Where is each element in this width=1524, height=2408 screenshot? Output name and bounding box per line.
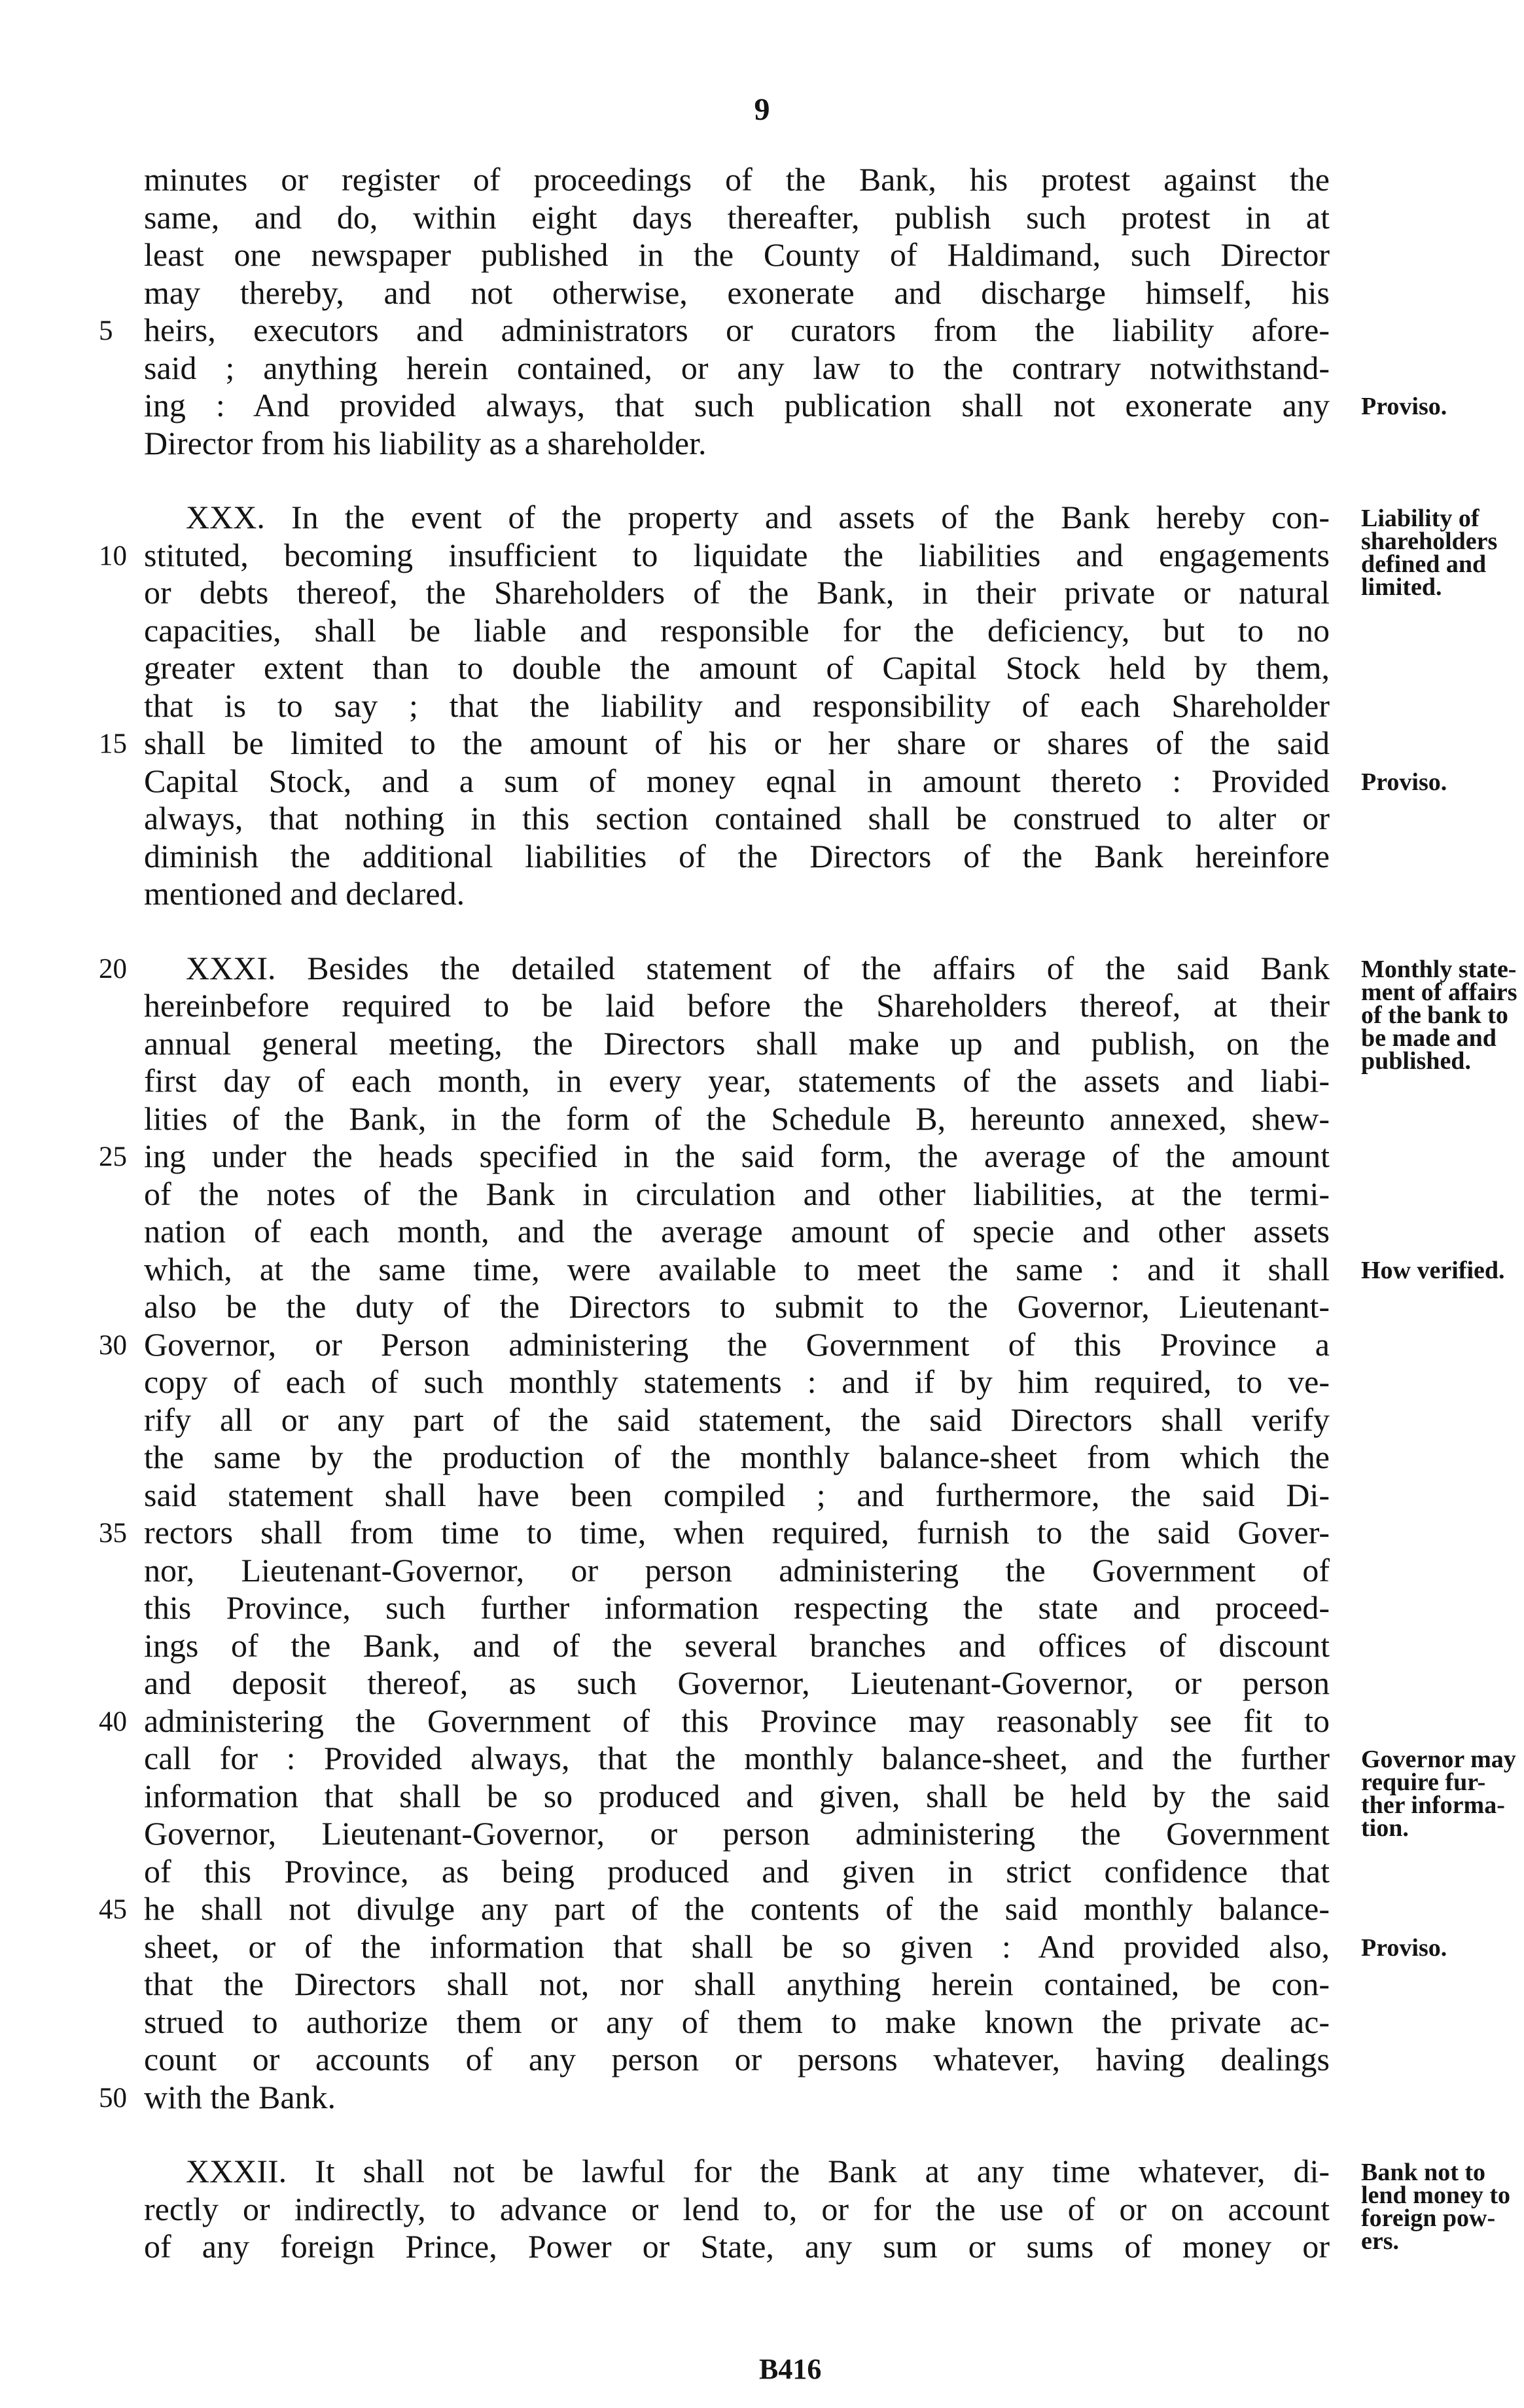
- line-text: lities of the Bank, in the form of the Schedule B, hereunto annexed, shew-: [144, 1100, 1330, 1137]
- line-text: Governor, or Person administering the Government of this Province a: [144, 1325, 1330, 1363]
- line-text: this Province, such further information respecting the state and proceed-: [144, 1589, 1330, 1626]
- text-line: [99, 1476, 1524, 1514]
- text-line: [99, 1438, 1524, 1476]
- line-number: 25: [99, 1141, 127, 1172]
- line-number: 40: [99, 1706, 127, 1737]
- text-line: [99, 687, 1524, 725]
- text-line: [99, 1363, 1524, 1401]
- margin-note-line: ers.: [1361, 2227, 1400, 2255]
- line-text: Capital Stock, and a sum of money eqnal in amount thereto : Provided: [144, 762, 1330, 799]
- margin-note: [1361, 507, 1497, 599]
- line-text: heirs, executors and administrators or curators from the liability afore-: [144, 312, 1330, 348]
- margin-note-line: be made and: [1361, 1024, 1497, 1052]
- line-text: count or accounts of any person or persons whatever, having dealings: [144, 2041, 1330, 2077]
- margin-note-line: Proviso.: [1361, 393, 1447, 420]
- signature-mark: B416: [759, 2353, 822, 2385]
- line-text: ings of the Bank, and of the several branches and offices of discount: [144, 1626, 1330, 1664]
- line-text: and deposit thereof, as such Governor, Lieutenant-Governor, or person: [144, 1664, 1330, 1701]
- line-text: call for : Provided always, that the monthly balance-sheet, and the further: [144, 1740, 1330, 1776]
- text-line: [99, 1814, 1524, 1852]
- line-text: shall be limited to the amount of his or her share or shares of the said: [144, 725, 1330, 761]
- line-text: strued to authorize them or any of them to make known the private ac-: [144, 2003, 1330, 2040]
- text-line: [99, 573, 1524, 611]
- paragraph-gap: [99, 2115, 1524, 2152]
- line-text: same, and do, within eight days thereafter, publish such protest in at: [144, 198, 1330, 236]
- text-line: [99, 311, 1524, 349]
- line-number: 50: [99, 2082, 127, 2113]
- line-text: that is to say ; that the liability and responsibility of each Shareholder: [144, 687, 1330, 724]
- text-line: [99, 1664, 1524, 1702]
- text-line: [99, 2078, 1524, 2116]
- line-text: XXX. In the event of the property and assets of the Bank hereby con-: [186, 499, 1330, 535]
- line-number: 45: [99, 1894, 127, 1925]
- margin-note: [1361, 395, 1447, 418]
- text-line: [99, 799, 1524, 837]
- line-text: hereinbefore required to be laid before the Shareholders thereof, at their: [144, 987, 1330, 1024]
- text-line: [99, 949, 1524, 987]
- line-text: of any foreign Prince, Power or State, any sum or sums of money or: [144, 2228, 1330, 2265]
- margin-note-line: foreign pow-: [1361, 2204, 1496, 2232]
- line-number: 35: [99, 1518, 127, 1549]
- margin-note-line: Liability of: [1361, 505, 1480, 532]
- margin-note: [1361, 1748, 1516, 1840]
- text-line: [99, 1062, 1524, 1100]
- margin-note-line: lend money to: [1361, 2182, 1510, 2209]
- line-text: said ; anything herein contained, or any law to the contrary notwithstand-: [144, 349, 1330, 386]
- line-text: information that shall be so produced and given, shall be held by the said: [144, 1777, 1330, 1814]
- margin-note-line: Governor may: [1361, 1746, 1516, 1773]
- line-text: with the Bank.: [144, 2078, 336, 2115]
- text-line: [99, 874, 1524, 912]
- margin-note-line: ther informa-: [1361, 1791, 1505, 1819]
- text-line: [99, 2040, 1524, 2078]
- text-line: [99, 1137, 1524, 1175]
- text-line: [99, 2152, 1524, 2190]
- body-text: [99, 160, 1524, 2265]
- margin-note: [1361, 768, 1447, 796]
- line-text: always, that nothing in this section contained shall be construed to alter or: [144, 800, 1330, 836]
- line-text: ing : And provided always, that such publication shall not exonerate any: [144, 387, 1330, 423]
- text-line: [99, 2003, 1524, 2041]
- text-line: [99, 1589, 1524, 1626]
- line-text: of the notes of the Bank in circulation and other liabilities, at the termi-: [144, 1175, 1330, 1212]
- text-line: [99, 498, 1524, 536]
- text-line: [99, 1965, 1524, 2003]
- line-number: 5: [99, 315, 113, 346]
- margin-note: [1361, 2161, 1510, 2253]
- line-text: he shall not divulge any part of the contents of the said monthly balance-: [144, 1890, 1330, 1927]
- margin-note-line: Bank not to: [1361, 2159, 1486, 2186]
- line-text: may thereby, and not otherwise, exonerate and discharge himself, his: [144, 274, 1330, 311]
- margin-note: [1361, 1259, 1505, 1282]
- line-text: diminish the additional liabilities of the Directors of the Bank hereinfore: [144, 837, 1330, 874]
- text-line: [99, 2190, 1524, 2232]
- line-text: nor, Lieutenant-Governor, or person administering the Government of: [144, 1551, 1330, 1589]
- line-text: stituted, becoming insufficient to liquidate the liabilities and engagements: [144, 536, 1330, 573]
- line-text: also be the duty of the Directors to submit to the Governor, Lieutenant-: [144, 1288, 1330, 1325]
- text-line: [99, 1175, 1524, 1213]
- margin-note-line: How verified.: [1361, 1257, 1505, 1284]
- margin-note-line: ment of affairs: [1361, 979, 1517, 1006]
- text-line: [99, 1852, 1524, 1890]
- text-line: [99, 386, 1524, 424]
- line-text: copy of each of such monthly statements : and if by him required, to ve-: [144, 1363, 1330, 1400]
- text-line: [99, 1702, 1524, 1740]
- margin-note-line: defined and: [1361, 550, 1487, 578]
- line-text: sheet, or of the information that shall be so given : And provided also,: [144, 1928, 1330, 1965]
- text-line: [99, 1024, 1524, 1062]
- line-text: Director from his liability as a shareholder.: [144, 424, 707, 461]
- line-text: rify all or any part of the said statement, the said Directors shall verify: [144, 1401, 1330, 1438]
- paragraph-gap: [99, 912, 1524, 949]
- line-text: XXXII. It shall not be lawful for the Bank at any time whatever, di-: [186, 2153, 1330, 2189]
- text-line: [99, 1212, 1524, 1250]
- page-number: 9: [754, 92, 770, 127]
- text-line: [99, 1287, 1524, 1325]
- text-line: [99, 349, 1524, 387]
- line-number: 15: [99, 728, 127, 759]
- text-line: [99, 274, 1524, 312]
- line-text: minutes or register of proceedings of the Bank, his protest against the: [144, 161, 1330, 198]
- margin-note: [1361, 958, 1517, 1073]
- text-line: [99, 1100, 1524, 1138]
- margin-note-line: require fur-: [1361, 1769, 1486, 1796]
- margin-note-line: shareholders: [1361, 528, 1498, 555]
- margin-note-line: tion.: [1361, 1814, 1409, 1842]
- text-line: [99, 1626, 1524, 1664]
- text-line: [99, 2227, 1524, 2265]
- text-line: [99, 1551, 1524, 1589]
- margin-note-line: limited.: [1361, 573, 1442, 601]
- text-line: [99, 611, 1524, 649]
- text-line: [99, 1401, 1524, 1439]
- text-line: [99, 1777, 1524, 1819]
- line-text: the same by the production of the monthly balance-sheet from which the: [144, 1439, 1330, 1475]
- line-text: first day of each month, in every year, statements of the assets and liabi-: [144, 1062, 1330, 1099]
- text-line: [99, 536, 1524, 578]
- line-text: mentioned and declared.: [144, 875, 465, 912]
- margin-note-line: Monthly state-: [1361, 956, 1517, 983]
- text-line: [99, 762, 1524, 800]
- line-text: rectly or indirectly, to advance or lend to, or for the use of or on account: [144, 2190, 1330, 2227]
- line-text: Governor, Lieutenant-Governor, or person administering the Government: [144, 1815, 1330, 1852]
- text-line: [99, 424, 1524, 462]
- text-line: [99, 1325, 1524, 1363]
- line-text: administering the Government of this Province may reasonably see fit to: [144, 1702, 1330, 1739]
- line-text: capacities, shall be liable and responsible for the deficiency, but to no: [144, 611, 1330, 649]
- line-number: 30: [99, 1329, 127, 1361]
- line-text: that the Directors shall not, nor shall anything herein contained, be con-: [144, 1966, 1330, 2002]
- line-text: least one newspaper published in the County of Haldimand, such Director: [144, 236, 1330, 273]
- text-line: [99, 198, 1524, 236]
- line-text: greater extent than to double the amount of Capital Stock held by them,: [144, 649, 1330, 686]
- text-line: [99, 1928, 1524, 1966]
- text-line: [99, 1513, 1524, 1551]
- line-text: which, at the same time, were available to meet the same : and it shall: [144, 1250, 1330, 1287]
- text-line: [99, 1739, 1524, 1777]
- text-line: [99, 837, 1524, 875]
- text-line: [99, 1890, 1524, 1928]
- line-text: or debts thereof, the Shareholders of the Bank, in their private or natural: [144, 574, 1330, 611]
- line-text: nation of each month, and the average amount of specie and other assets: [144, 1213, 1330, 1249]
- text-line: [99, 649, 1524, 687]
- margin-note-line: Proviso.: [1361, 768, 1447, 796]
- line-text: ing under the heads specified in the said form, the average of the amount: [144, 1138, 1330, 1174]
- margin-note: [1361, 1934, 1447, 1962]
- line-text: annual general meeting, the Directors shall make up and publish, on the: [144, 1024, 1330, 1062]
- line-text: said statement shall have been compiled ; and furthermore, the said Di-: [144, 1476, 1330, 1513]
- text-line: [99, 236, 1524, 274]
- line-text: of this Province, as being produced and given in strict confidence that: [144, 1852, 1330, 1890]
- text-line: [99, 986, 1524, 1024]
- line-number: 20: [99, 953, 127, 984]
- text-line: [99, 724, 1524, 762]
- line-number: 10: [99, 540, 127, 571]
- margin-note-line: Proviso.: [1361, 1934, 1447, 1962]
- line-text: rectors shall from time to time, when required, furnish to the said Gover-: [144, 1514, 1330, 1551]
- paragraph-gap: [99, 461, 1524, 498]
- margin-note-line: published.: [1361, 1047, 1471, 1075]
- text-line: [99, 1250, 1524, 1288]
- line-text: XXXI. Besides the detailed statement of the affairs of the said Bank: [186, 949, 1330, 986]
- margin-note-line: of the bank to: [1361, 1001, 1508, 1029]
- text-line: [99, 160, 1524, 198]
